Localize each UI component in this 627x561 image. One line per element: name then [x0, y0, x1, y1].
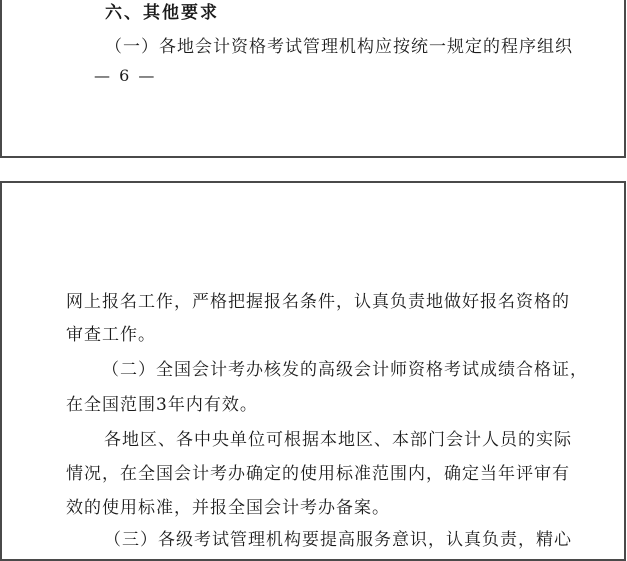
- paragraph-line: （二）全国会计考办核发的高级会计师资格考试成绩合格证，: [102, 360, 588, 380]
- paragraph-line: 各地区、各中央单位可根据本地区、本部门会计人员的实际: [104, 430, 572, 450]
- page-number: — 6 —: [94, 66, 157, 85]
- paragraph-line: 审查工作。: [66, 325, 156, 345]
- paragraph-line: 效的使用标准，并报全国会计考办备案。: [66, 498, 390, 518]
- paragraph-line: 网上报名工作，严格把握报名条件，认真负责地做好报名资格的: [66, 292, 570, 312]
- document-page-bottom: [0, 181, 626, 561]
- paragraph-line: （一）各地会计资格考试管理机构应按统一规定的程序组织: [105, 37, 573, 57]
- paragraph-line: （三）各级考试管理机构要提高服务意识，认真负责，精心: [104, 530, 572, 550]
- section-heading: 六、其他要求: [105, 3, 219, 23]
- paragraph-line: 情况，在全国会计考办确定的使用标准范围内，确定当年评审有: [66, 464, 570, 484]
- document-page-top: [0, 0, 626, 158]
- paragraph-line: 在全国范围3年内有效。: [66, 395, 258, 415]
